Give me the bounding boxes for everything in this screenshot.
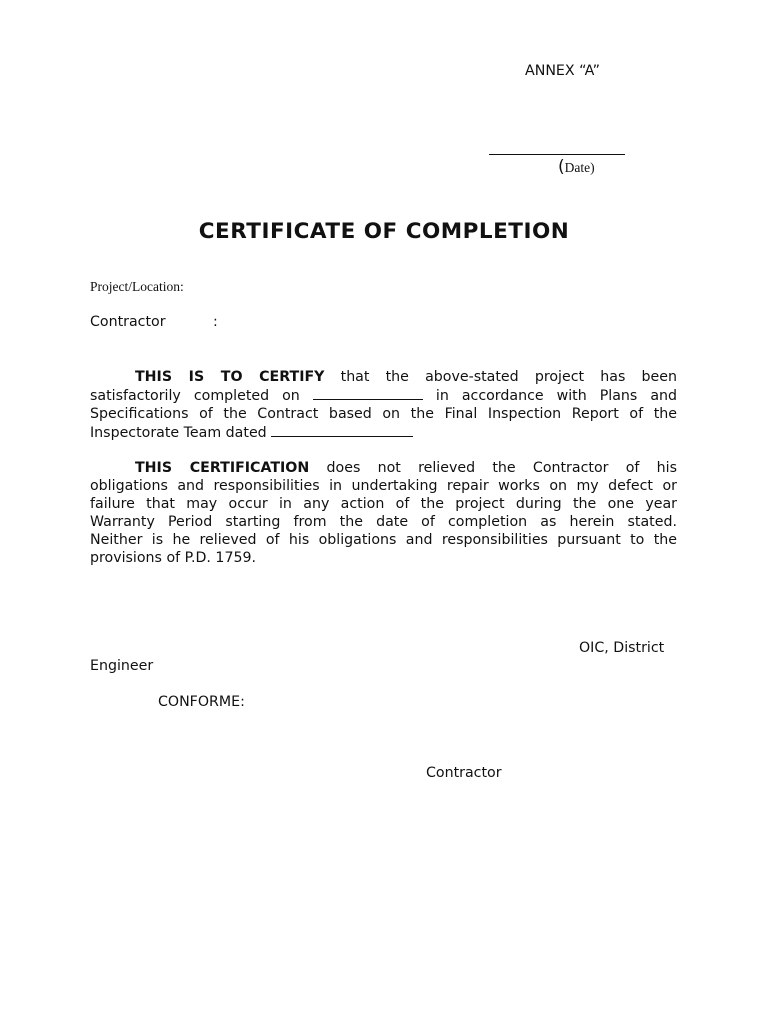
contractor-signature-label: Contractor: [426, 765, 502, 781]
certification-line-1-rest: does not relieved the Contractor of his: [326, 460, 677, 476]
project-location-label: Project/Location:: [90, 279, 184, 294]
date-caption: [558, 157, 595, 177]
oic-title-line-2: Engineer: [90, 658, 154, 674]
certify-line-2-end: in accordance with Plans and: [435, 388, 678, 405]
certification-line-1: [90, 459, 677, 477]
conforme-label: CONFORME:: [158, 694, 245, 710]
date-open-paren: (: [558, 157, 565, 177]
certify-lead: THIS IS TO CERTIFY: [135, 369, 325, 385]
completion-date-blank: [313, 386, 423, 400]
certify-line-1: [90, 368, 677, 386]
certification-line-3: failure that may occur in any action of the project during the one year: [90, 496, 677, 513]
certification-line-5: Neither is he relieved of his obligations and responsibilities pursuant to the: [90, 532, 677, 549]
annex-label: ANNEX “A”: [525, 63, 600, 79]
certify-line-1-rest: that the above-stated project has been: [340, 369, 677, 385]
oic-title-line-1: OIC, District: [579, 640, 665, 656]
certification-line-4: Warranty Period starting from the date of completion as herein stated.: [90, 514, 677, 531]
contractor-label: Contractor: [90, 314, 166, 330]
certify-paragraph: [90, 368, 677, 442]
certify-line-2-start: satisfactorily completed on: [90, 388, 300, 405]
certify-line-4-text: Inspectorate Team dated: [90, 425, 267, 442]
certification-line-6: provisions of P.D. 1759.: [90, 550, 257, 567]
certify-line-4: [90, 423, 677, 442]
certify-line-3: Specifications of the Contract based on the Final Inspection Report of the: [90, 406, 677, 423]
inspection-date-blank: [271, 423, 413, 437]
date-close-paren: ): [590, 160, 595, 175]
certify-line-2: [90, 386, 677, 405]
certification-line-2: obligations and responsibilities in undertaking repair works on my defect or: [90, 478, 677, 495]
certification-paragraph: [90, 459, 677, 568]
contractor-colon: :: [213, 314, 218, 330]
page-title: CERTIFICATE OF COMPLETION: [198, 219, 570, 244]
date-label: Date: [564, 160, 591, 175]
certification-lead: THIS CERTIFICATION: [135, 460, 310, 476]
date-signature-line: [489, 154, 625, 155]
